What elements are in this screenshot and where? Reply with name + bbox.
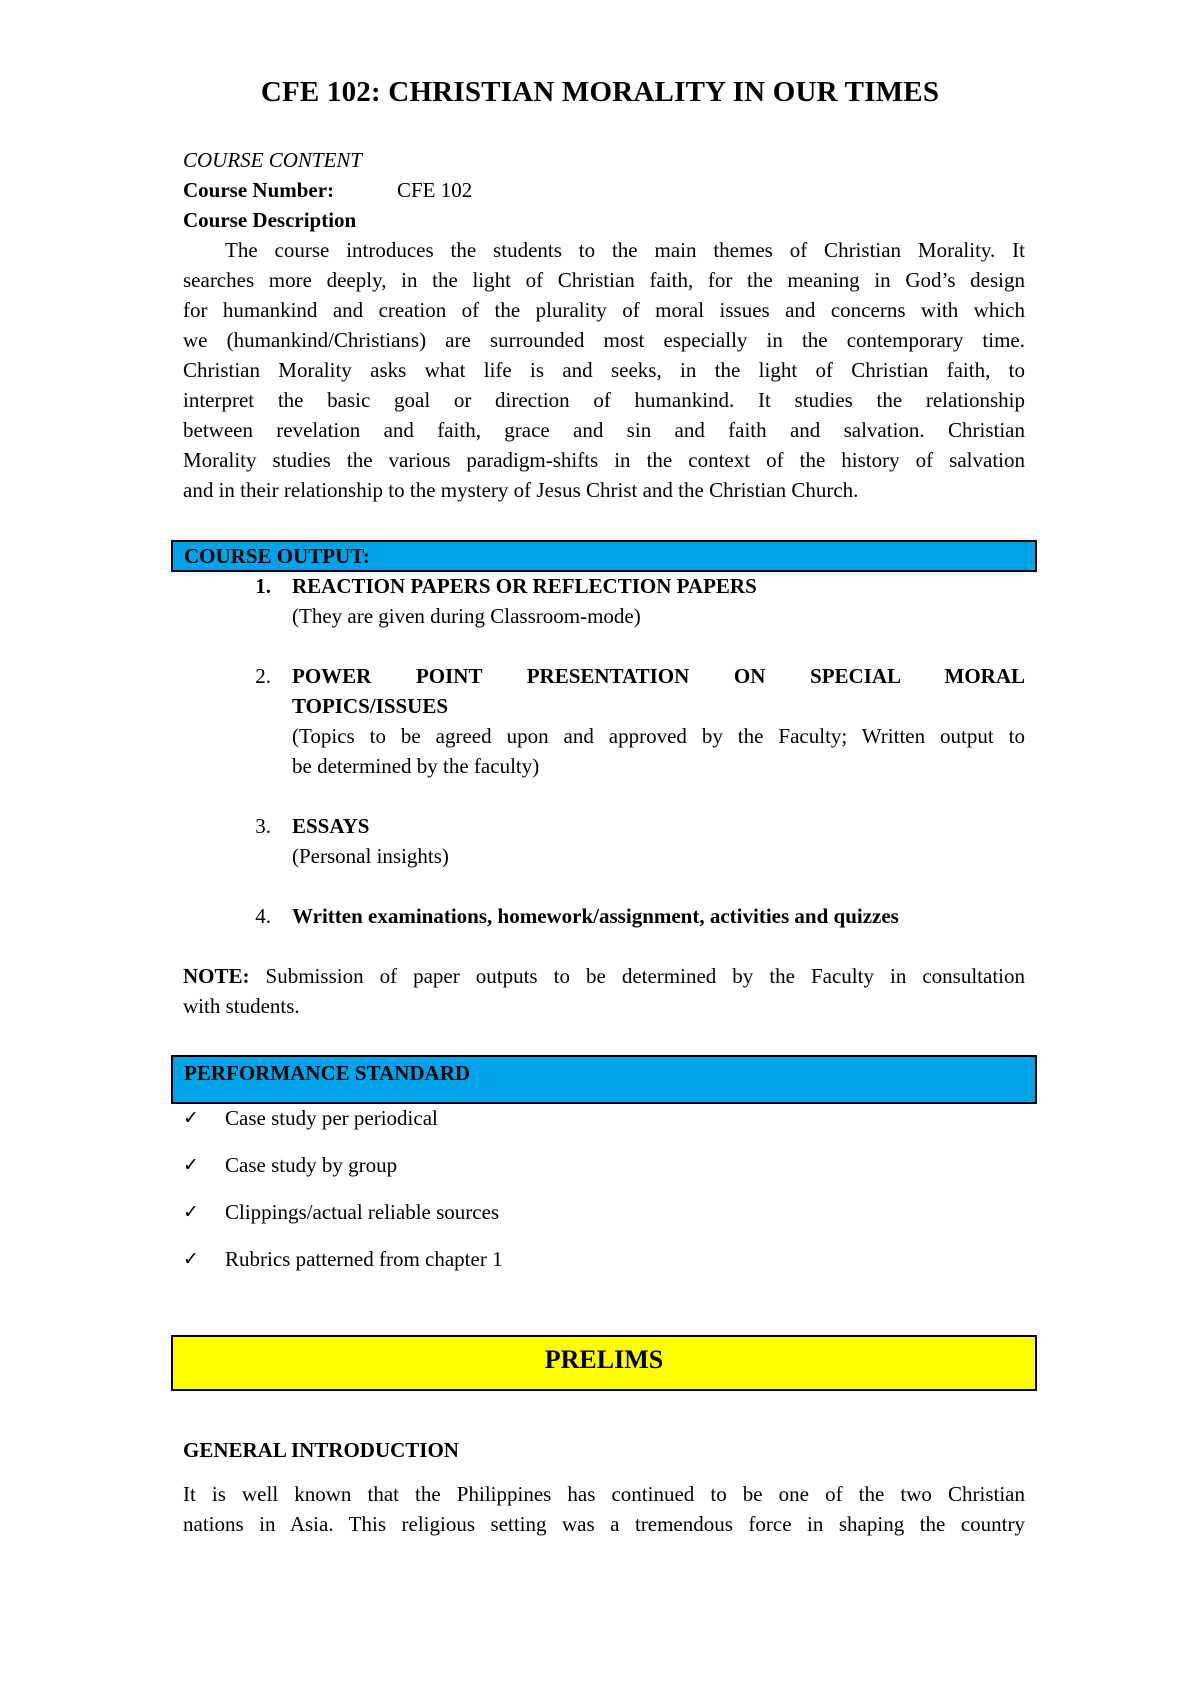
document-title: CFE 102: CHRISTIAN MORALITY IN OUR TIMES bbox=[260, 76, 940, 108]
list-item-title: ESSAYS bbox=[292, 814, 370, 838]
list-item-title: TOPICS/ISSUES bbox=[292, 694, 449, 718]
list-item-detail: be determined by the faculty) bbox=[292, 754, 540, 778]
description-line: interpret the basic goal or direction of humankind. It studies the relationship bbox=[183, 388, 1025, 412]
course-number-row bbox=[183, 175, 1025, 205]
description-line: between revelation and faith, grace and sin and faith and salvation. Christian bbox=[183, 418, 1025, 442]
note-line: with students. bbox=[183, 994, 300, 1018]
performance-standard-header-bar bbox=[171, 1055, 1037, 1104]
description-line: Christian Morality asks what life is and seeks, in the light of Christian faith, to bbox=[183, 358, 1025, 382]
description-line: Morality studies the various paradigm-shifts in the context of the history of salvation bbox=[183, 448, 1025, 472]
checklist-item bbox=[183, 1150, 1025, 1180]
general-introduction-heading: GENERAL INTRODUCTION bbox=[183, 1438, 459, 1462]
checkmark-icon: ✓ bbox=[183, 1201, 199, 1223]
performance-standard-list bbox=[183, 1103, 1025, 1283]
course-output-list bbox=[183, 571, 1025, 931]
list-item bbox=[183, 811, 1025, 871]
general-introduction-section bbox=[183, 1435, 1025, 1539]
course-output-header-bar bbox=[171, 540, 1037, 572]
introduction-line: It is well known that the Philippines has continued to be one of the two Christian bbox=[183, 1482, 1025, 1506]
list-item-title: Written examinations, homework/assignment, activities and quizzes bbox=[292, 904, 899, 928]
checklist-item-text: Rubrics patterned from chapter 1 bbox=[225, 1247, 503, 1271]
description-line: The course introduces the students to the main themes of Christian Morality. It bbox=[225, 238, 1025, 262]
performance-standard-heading: PERFORMANCE STANDARD bbox=[184, 1061, 471, 1085]
note-text: Submission of paper outputs to be determined by the Faculty in consultation bbox=[265, 964, 1026, 988]
list-item-number: 4. bbox=[255, 904, 271, 928]
description-line: we (humankind/Christians) are surrounded most especially in the contemporary time. bbox=[183, 328, 1025, 352]
checklist-item bbox=[183, 1103, 1025, 1133]
list-item bbox=[183, 901, 1025, 931]
checkmark-icon: ✓ bbox=[183, 1154, 199, 1176]
checklist-item-text: Case study per periodical bbox=[225, 1106, 438, 1130]
description-line: and in their relationship to the mystery of Jesus Christ and the Christian Church. bbox=[183, 478, 859, 502]
prelims-banner bbox=[171, 1335, 1037, 1391]
course-content-section bbox=[183, 145, 1025, 505]
prelims-label: PRELIMS bbox=[544, 1345, 664, 1374]
course-number-value: CFE 102 bbox=[397, 178, 473, 202]
list-item-detail: (Topics to be agreed upon and approved by the Faculty; Written output to bbox=[292, 724, 1025, 748]
description-line: for humankind and creation of the plurality of moral issues and concerns with which bbox=[183, 298, 1025, 322]
note-line bbox=[183, 961, 1025, 991]
course-description-paragraph bbox=[183, 235, 1025, 505]
checkmark-icon: ✓ bbox=[183, 1107, 199, 1129]
list-item-number: 1. bbox=[255, 574, 271, 598]
list-item-title: POWER POINT PRESENTATION ON SPECIAL MORAL bbox=[292, 664, 1025, 688]
list-item-title: REACTION PAPERS OR REFLECTION PAPERS bbox=[292, 574, 757, 598]
list-item bbox=[183, 571, 1025, 631]
note-label: NOTE: bbox=[183, 964, 250, 988]
checklist-item bbox=[183, 1244, 1025, 1274]
list-item bbox=[183, 661, 1025, 781]
checkmark-icon: ✓ bbox=[183, 1248, 199, 1270]
list-item-number: 3. bbox=[255, 814, 271, 838]
course-number-label: Course Number: bbox=[183, 178, 335, 202]
list-item-number: 2. bbox=[255, 664, 271, 688]
list-item-detail: (Personal insights) bbox=[292, 844, 449, 868]
checklist-item-text: Clippings/actual reliable sources bbox=[225, 1200, 500, 1224]
description-line: searches more deeply, in the light of Christian faith, for the meaning in God’s design bbox=[183, 268, 1025, 292]
checklist-item-text: Case study by group bbox=[225, 1153, 398, 1177]
course-content-heading: COURSE CONTENT bbox=[183, 148, 363, 172]
introduction-line: nations in Asia. This religious setting was a tremendous force in shaping the country bbox=[183, 1512, 1025, 1536]
course-output-heading: COURSE OUTPUT: bbox=[184, 544, 370, 568]
list-item-detail: (They are given during Classroom-mode) bbox=[292, 604, 641, 628]
course-description-label: Course Description bbox=[183, 208, 357, 232]
course-output-note bbox=[183, 961, 1025, 1021]
checklist-item bbox=[183, 1197, 1025, 1227]
